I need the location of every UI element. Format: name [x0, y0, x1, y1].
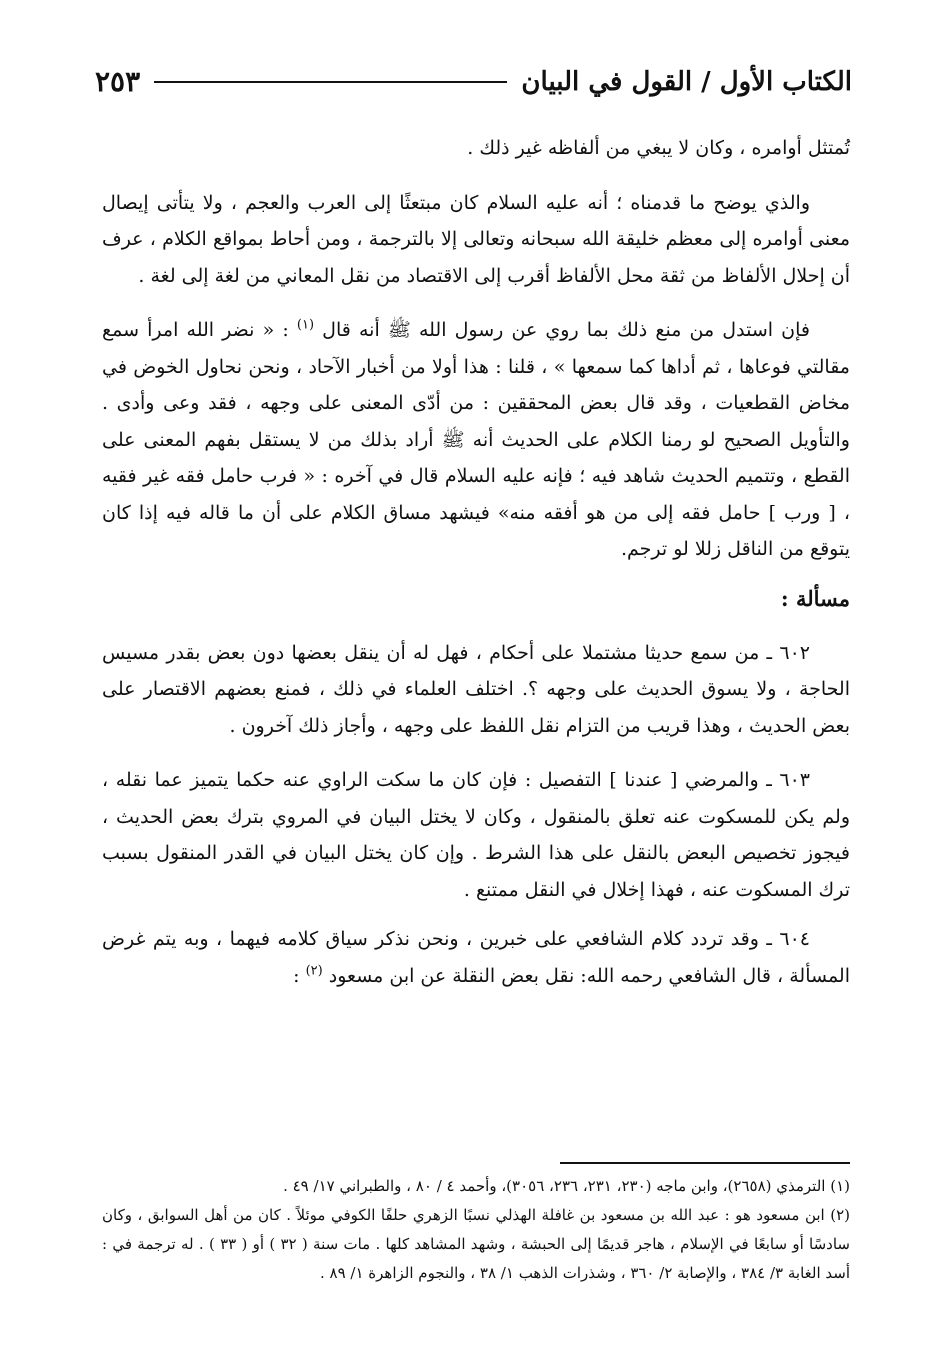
paragraph-602: ٦٠٢ ـ من سمع حديثا مشتملا على أحكام ، فهل له أن ينقل بعضها دون بعض بقدر مسيس الحاجة ، ولا يسوق الحديث على وجهه ؟. اختلف العلماء في ذلك ، فمنع بعضهم الاقتصار على بعض الحديث ، وهذا قريب من التزام نقل اللفظ على وجهه ، وأجاز ذلك آخرون .: [102, 641, 850, 737]
running-title: الكتاب الأول / القول في البيان: [521, 67, 852, 97]
paragraph-translation-argument: والذي يوضح ما قدمناه ؛ أنه عليه السلام كان مبتعثًا إلى العرب والعجم ، ولا يتأتى إيصال معنى أوامره إلى معظم خليقة الله سبحانه وتعالى إلا بالترجمة ، ومن أحاط بمواقع الكلام ، عرف أن إحلال الألفاظ من ثقة محل الألفاظ أقرب إلى الاقتصاد من نقل المعاني من لغة إلى لغة .: [102, 191, 850, 287]
main-text: [102, 130, 850, 994]
footnote-1: (١) الترمذي (٢٦٥٨)، وابن ماجه (٢٣٠، ٢٣١، ٢٣٦، ٣٠٥٦)، وأحمد ٤ / ٨٠ ، والطبراني ١٧/ ٤٩ .: [283, 1177, 850, 1195]
hadith-objection-text-start: فإن استدل من منع ذلك بما روي عن رسول الله ﷺ أنه قال: [322, 319, 810, 341]
footnote-ref-2: (٢): [305, 963, 323, 979]
footnote-2: (٢) ابن مسعود هو : عبد الله بن مسعود بن غافلة الهذلي نسبًا الزهري حلفًا الكوفي موئلاً . كان من أهل السوابق ، وكان سادسًا أو سابعًا في الإسلام ، هاجر قديمًا إلى الحبشة ، وشهد المشاهد كلها . مات سنة ( ٣٢ ) أو ( ٣٣ ) . له ترجمة في : أسد الغابة ٣/ ٣٨٤ ، والإصابة ٢/ ٣٦٠ ، وشذرات الذهب ١/ ٣٨ ، والنجوم الزاهرة ١/ ٨٩ .: [102, 1206, 850, 1282]
paragraph-604-text: ٦٠٤ ـ وقد تردد كلام الشافعي على خبرين ، ونحن نذكر سياق كلامه فيهما ، وبه يتم غرض المسألة ، قال الشافعي رحمه الله: نقل بعض النقلة عن ابن مسعود: [102, 928, 850, 987]
paragraph-hadith-objection: [102, 312, 850, 568]
hadith-objection-text-end: : « نضر الله امرأ سمع مقالتي فوعاها ، ثم أداها كما سمعها » ، قلنا : هذا أولا من أخبار الآحاد ، ونحن نحاول الخوض في مخاض القطعيات ، وقد قال بعض المحققين : من أدّى المعنى على وجهه ، فقد وعى وأدى . والتأويل الصحيح لو رمنا الكلام على الحديث أنه ﷺ أراد بذلك من لا يستقل بفهم المعنى على القطع ، وتتميم الحديث شاهد فيه ؛ فإنه عليه السلام قال في آخره : « فرب حامل فقه غير فقيه ، [ ورب ] حامل فقه إلى من هو أفقه منه» فيشهد مساق الكلام على أن ما قاله فيه إذا كان يتوقع من الناقل زللا لو ترجم.: [102, 319, 850, 560]
issue-heading: مسألة :: [780, 585, 850, 611]
paragraph-continuation: تُمتثل أوامره ، وكان لا يبغي من ألفاظه غير ذلك .: [467, 137, 850, 159]
page-header: [95, 60, 852, 104]
page-number: ٢٥٣: [95, 65, 141, 98]
footnote-separator: [560, 1162, 850, 1164]
footnote-ref-1: (١): [296, 317, 315, 333]
footnotes: [102, 1172, 850, 1288]
header-rule: [154, 81, 507, 83]
paragraph-604: [102, 921, 850, 994]
paragraph-603: ٦٠٣ ـ والمرضي [ عندنا ] التفصيل : فإن كان ما سكت الراوي عنه حكما يتميز عما نقله ، ولم يكن للمسكوت عنه تعلق بالمنقول ، وكان لا يختل البيان في المروي بترك بعض الحديث ، فيجوز تخصيص البعض بالنقل على هذا الشرط . وإن كان يختل البيان في القدر المنقول بسبب ترك المسكوت عنه ، فهذا إخلال في النقل ممتنع .: [102, 769, 850, 901]
paragraph-604-colon: :: [293, 964, 300, 987]
